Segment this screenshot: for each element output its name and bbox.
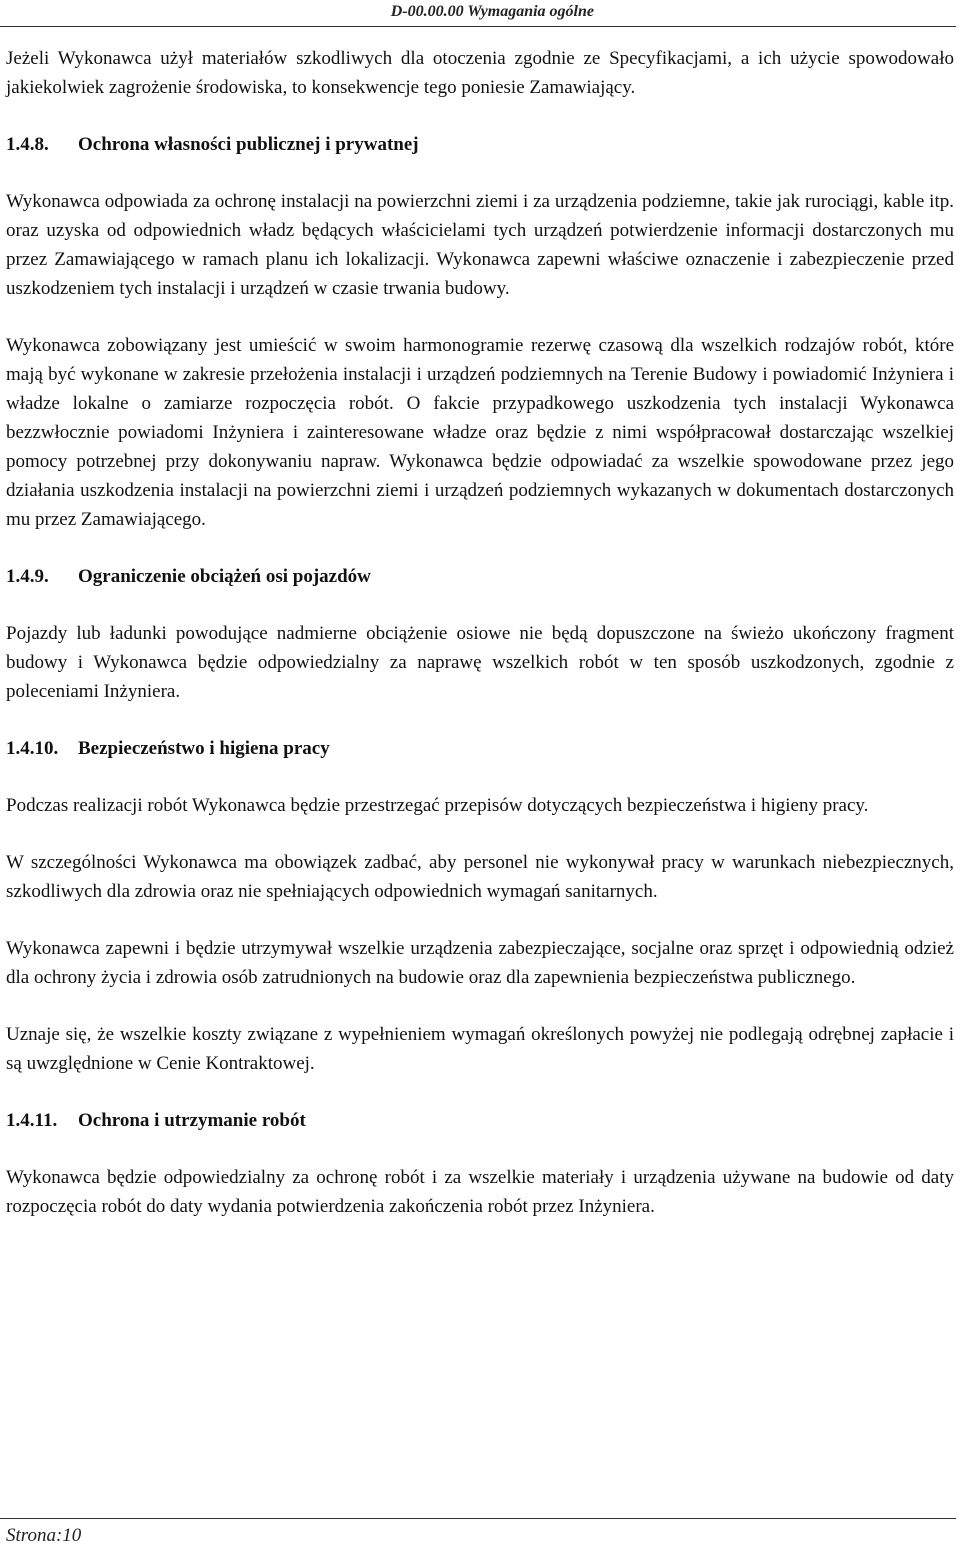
page-number: Strona:10: [6, 1525, 82, 1546]
section-number: 1.4.8.: [6, 134, 49, 155]
paragraph: W szczególności Wykonawca ma obowiązek zadbać, aby personel nie wykonywał pracy w warunkach niebezpiecznych, szkodliwych dla zdrowia oraz nie spełniających odpowiednich wymagań sanitarnych.: [6, 852, 954, 902]
paragraph: Wykonawca będzie odpowiedzialny za ochronę robót i za wszelkie materiały i urządzenia używane na budowie od daty rozpoczęcia robót do daty wydania potwierdzenia zakończenia robót przez Inżyniera.: [6, 1167, 954, 1217]
section-number: 1.4.10.: [6, 738, 59, 759]
section-title: Bezpieczeństwo i higiena pracy: [78, 738, 330, 759]
section-title: Ochrona i utrzymanie robót: [78, 1110, 306, 1131]
section-number: 1.4.11.: [6, 1110, 58, 1131]
paragraph: Wykonawca zapewni i będzie utrzymywał wszelkie urządzenia zabezpieczające, socjalne oraz sprzęt i odpowiednią odzież dla ochrony życia i zdrowia osób zatrudnionych na budowie oraz dla zapewnienia bezpieczeństwa publicznego.: [6, 938, 954, 988]
paragraph: Wykonawca zobowiązany jest umieścić w swoim harmonogramie rezerwę czasową dla wszelkich rodzajów robót, które mają być wykonane w zakresie przełożenia instalacji i urządzeń podziemnych na Terenie Budowy i powiadomić Inżyniera i władze lokalne o zamiarze rozpoczęcia robót. O fakcie przypadkowego uszkodzenia tych instalacji Wykonawca bezzwłocznie powiadomi Inżyniera i zainteresowane władze oraz będzie z nimi współpracował dostarczając wszelkiej pomocy potrzebnej przy dokonywaniu napraw. Wykonawca będzie odpowiadać za wszelkie spowodowane przez jego działania uszkodzenia instalacji na powierzchni ziemi i urządzeń podziemnych wykazanych w dokumentach dostarczonych mu przez Zamawiającego.: [6, 335, 954, 530]
section-number: 1.4.9.: [6, 566, 49, 587]
section-heading-1-4-10: [6, 734, 954, 763]
paragraph: Uznaje się, że wszelkie koszty związane z wypełnieniem wymagań określonych powyżej nie podlegają odrębnej zapłacie i są uwzględnione w Cenie Kontraktowej.: [6, 1024, 954, 1074]
document-code: D-00.00.00 Wymagania ogólne: [390, 3, 594, 20]
intro-paragraph: Jeżeli Wykonawca użył materiałów szkodliwych dla otoczenia zgodnie ze Specyfikacjami, a ich użycie spowodowało jakiekolwiek zagrożenie środowiska, to konsekwencje tego poniesie Zamawiający.: [6, 48, 954, 98]
section-heading-1-4-11: [6, 1106, 954, 1135]
section-heading-1-4-9: [6, 562, 954, 591]
section-title: Ochrona własności publicznej i prywatnej: [78, 134, 419, 155]
paragraph: Podczas realizacji robót Wykonawca będzie przestrzegać przepisów dotyczących bezpieczeństwa i higieny pracy.: [6, 795, 869, 816]
document-body: [6, 44, 954, 1249]
section-heading-1-4-8: [6, 130, 954, 159]
page-footer: [0, 1518, 956, 1546]
paragraph: Pojazdy lub ładunki powodujące nadmierne obciążenie osiowe nie będą dopuszczone na świeżo ukończony fragment budowy i Wykonawca będzie odpowiedzialny za naprawę wszelkich robót w ten sposób uszkodzonych, zgodnie z poleceniami Inżyniera.: [6, 623, 954, 702]
section-title: Ograniczenie obciążeń osi pojazdów: [78, 566, 371, 587]
page-header: [0, 2, 956, 27]
paragraph: Wykonawca odpowiada za ochronę instalacji na powierzchni ziemi i za urządzenia podziemne, takie jak rurociągi, kable itp. oraz uzyska od odpowiednich władz będących właścicielami tych urządzeń potwierdzenie informacji dostarczonych mu przez Zamawiającego w ramach planu ich lokalizacji. Wykonawca zapewni właściwe oznaczenie i zabezpieczenie przed uszkodzeniem tych instalacji i urządzeń w czasie trwania budowy.: [6, 191, 954, 299]
